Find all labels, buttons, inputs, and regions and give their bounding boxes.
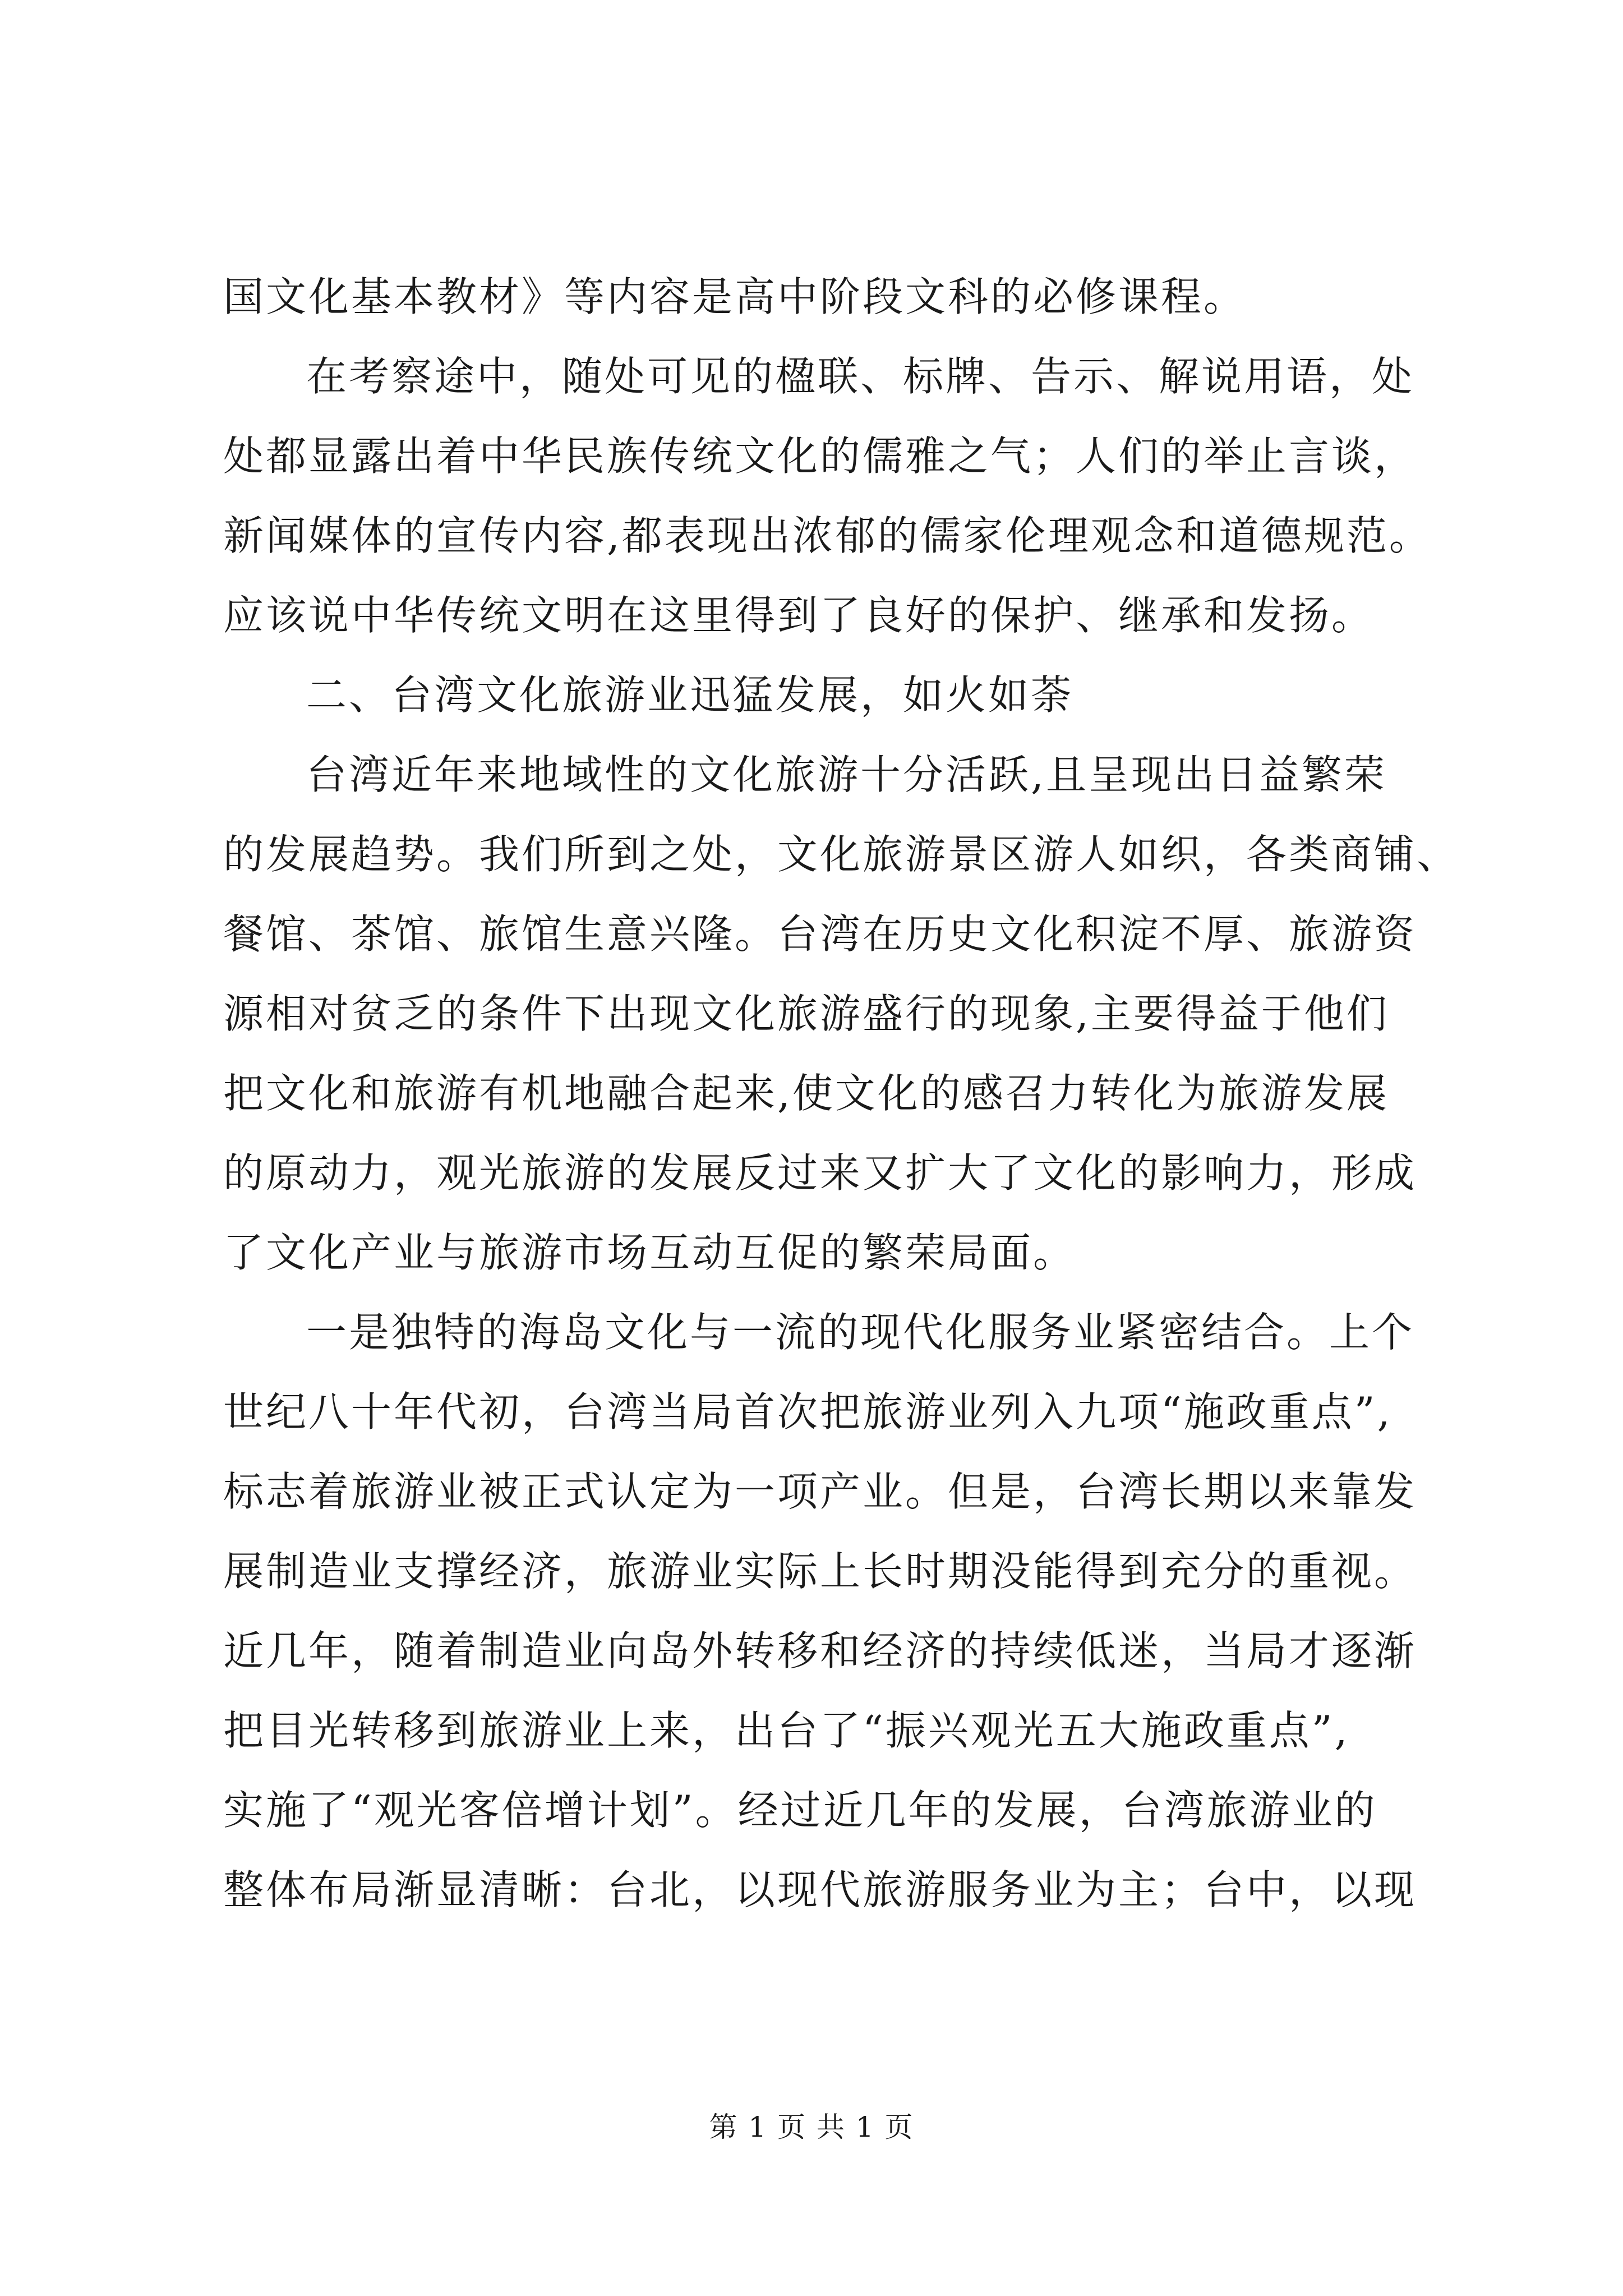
text-line: 台湾近年来地域性的文化旅游十分活跃,且呈现出日益繁荣 [306,751,1387,798]
text-line: 了文化产业与旅游市场互动互促的繁荣局面。 [223,1229,1076,1276]
text-line: 把目光转移到旅游业上来，出台了“振兴观光五大施政重点”, [223,1707,1350,1754]
text-line: 近几年，随着制造业向岛外转移和经济的持续低迷，当局才逐渐 [223,1627,1417,1674]
text-line: 世纪八十年代初，台湾当局首次把旅游业列入九项“施政重点”, [223,1388,1393,1435]
text-line: 一是独特的海岛文化与一流的现代化服务业紧密结合。上个 [306,1309,1415,1356]
body-text [223,257,1460,1930]
text-line: 的原动力，观光旅游的发展反过来又扩大了文化的影响力，形成 [223,1149,1417,1197]
text-line: 国文化基本教材》等内容是高中阶段文科的必修课程。 [223,273,1247,320]
text-line: 在考察途中，随处可见的楹联、标牌、告示、解说用语，处 [306,353,1415,400]
text-line: 源相对贫乏的条件下出现文化旅游盛行的现象,主要得益于他们 [223,990,1389,1037]
text-line: 标志着旅游业被正式认定为一项产业。但是，台湾长期以来靠发 [223,1468,1417,1515]
text-line: 应该说中华传统文明在这里得到了良好的保护、继承和发扬。 [223,592,1375,639]
page-footer: 第 1 页 共 1 页 [709,2111,914,2143]
text-line: 处都显露出着中华民族传统文化的儒雅之气；人们的举止言谈， [223,432,1417,480]
text-line: 整体布局渐显清晰：台北，以现代旅游服务业为主；台中，以现 [223,1866,1417,1913]
text-line: 把文化和旅游有机地融合起来,使文化的感召力转化为旅游发展 [223,1070,1389,1117]
text-line: 的发展趋势。我们所到之处，文化旅游景区游人如织，各类商铺、 [223,831,1460,878]
text-line: 展制造业支撑经济，旅游业实际上长时期没能得到充分的重视。 [223,1548,1417,1595]
text-line: 新闻媒体的宣传内容,都表现出浓郁的儒家伦理观念和道德规范。 [223,512,1432,559]
text-line: 餐馆、茶馆、旅馆生意兴隆。台湾在历史文化积淀不厚、旅游资 [223,910,1417,958]
text-line: 二、台湾文化旅游业迅猛发展，如火如荼 [306,671,1074,719]
text-line: 实施了“观光客倍增计划”。经过近几年的发展，台湾旅游业的 [223,1787,1377,1834]
